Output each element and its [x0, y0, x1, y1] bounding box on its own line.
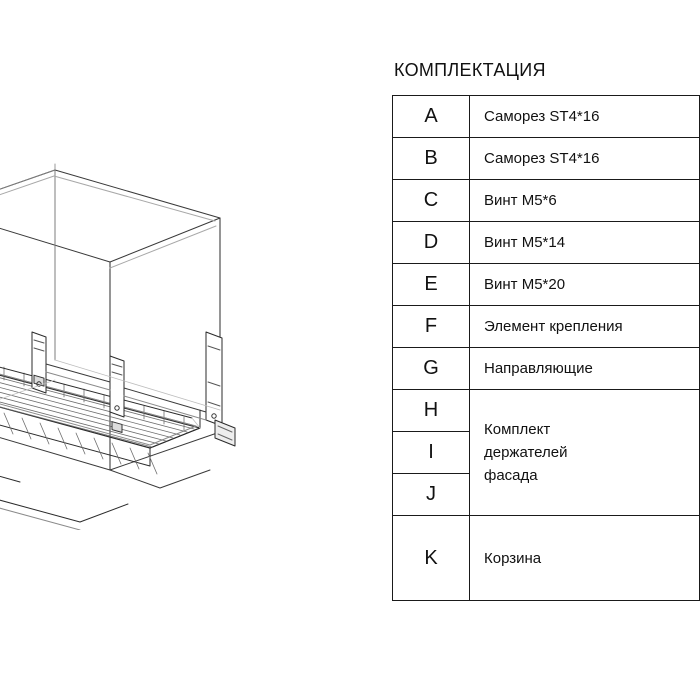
table-row — [393, 138, 700, 180]
part-letter: K — [393, 516, 470, 601]
pull-out-basket-drawing — [0, 150, 360, 530]
table-row — [393, 306, 700, 348]
part-name: Винт M5*20 — [470, 264, 700, 306]
table-row — [393, 348, 700, 390]
table-row — [393, 96, 700, 138]
part-name: Направляющие — [470, 348, 700, 390]
parts-list-panel — [392, 60, 700, 601]
table-row — [393, 264, 700, 306]
part-name: Саморез ST4*16 — [470, 96, 700, 138]
part-letter: H — [393, 390, 470, 432]
part-letter: I — [393, 432, 470, 474]
table-row — [393, 516, 700, 601]
part-name: Винт M5*6 — [470, 180, 700, 222]
part-letter: E — [393, 264, 470, 306]
group-line-2: держателей — [484, 443, 568, 461]
table-row — [393, 222, 700, 264]
group-line-1: Комплект — [484, 420, 551, 438]
parts-list-title: КОМПЛЕКТАЦИЯ — [394, 60, 546, 80]
part-letter: G — [393, 348, 470, 390]
group-line-3: фасада — [484, 467, 538, 485]
table-row — [393, 180, 700, 222]
part-name-group — [470, 390, 700, 516]
part-name: Элемент крепления — [470, 306, 700, 348]
part-letter: J — [393, 474, 470, 516]
table-row — [393, 390, 700, 432]
part-letter: B — [393, 138, 470, 180]
product-illustration — [0, 150, 360, 530]
parts-table — [392, 95, 700, 601]
part-name: Корзина — [470, 516, 700, 601]
part-name: Саморез ST4*16 — [470, 138, 700, 180]
part-letter: C — [393, 180, 470, 222]
part-letter: A — [393, 96, 470, 138]
part-name: Винт M5*14 — [470, 222, 700, 264]
part-letter: D — [393, 222, 470, 264]
part-letter: F — [393, 306, 470, 348]
